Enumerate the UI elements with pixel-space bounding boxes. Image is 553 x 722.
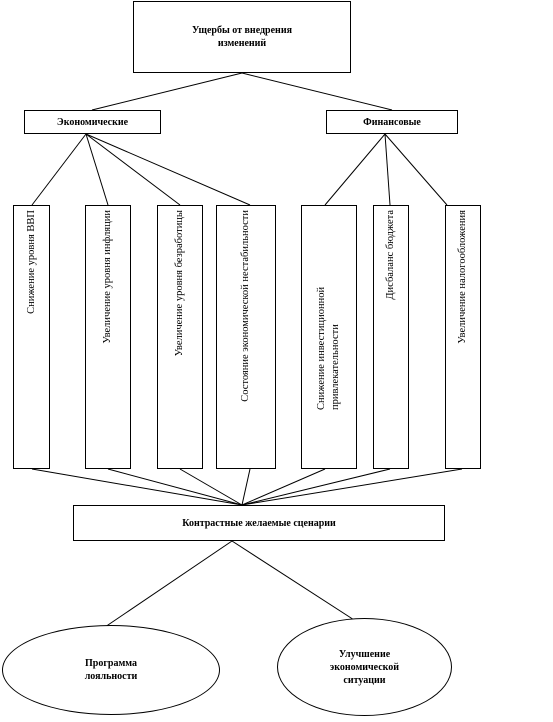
root-title: Ущербы от внедрения изменений [191, 25, 292, 49]
item-taxation-box [445, 205, 481, 469]
category-financial-label: Финансовые [363, 116, 421, 128]
item-gdp-box [13, 205, 50, 469]
scenarios-box [73, 505, 445, 541]
item-inflation-box [85, 205, 131, 469]
outcome-economy-ellipse [277, 618, 452, 716]
item-taxation-label: Увеличение налогообложения [457, 210, 468, 344]
category-financial-box [326, 110, 458, 134]
item-investment-label: Снижение инвестиционной привлекательности [316, 286, 341, 410]
root-box [133, 1, 351, 73]
item-unemployment-box [157, 205, 203, 469]
category-economic-box [24, 110, 161, 134]
item-unemployment-label: Увеличение уровня безработицы [174, 210, 185, 357]
item-gdp-label: Снижение уровня ВВП [25, 210, 37, 314]
item-instability-label: Состояние экономической нестабильности [240, 210, 251, 402]
outcome-economy-label: Улучшение экономической ситуации [329, 648, 400, 686]
category-economic-label: Экономические [56, 116, 129, 128]
item-budget-label: Дисбаланс бюджета [385, 210, 396, 300]
outcome-loyalty-ellipse [2, 625, 220, 715]
item-budget-box [373, 205, 409, 469]
item-instability-box [216, 205, 276, 469]
item-investment-box [301, 205, 357, 469]
outcome-loyalty-label: Программа лояльности [84, 658, 138, 682]
scenarios-title: Контрастные желаемые сценарии [182, 517, 336, 529]
item-inflation-label: Увеличение уровня инфляции [102, 210, 113, 344]
